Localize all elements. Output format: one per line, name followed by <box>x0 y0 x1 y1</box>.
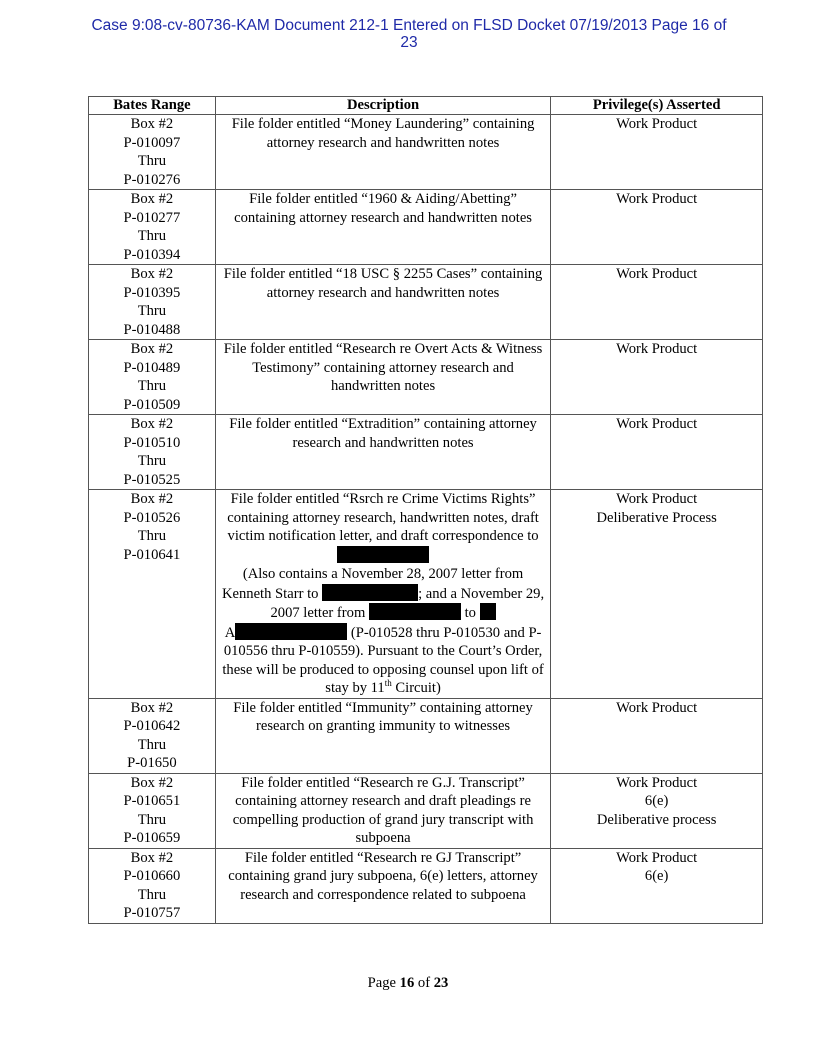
table-row <box>89 115 763 190</box>
description-intro: File folder entitled “Rsrch re Crime Victims Rights” containing attorney research, handwritten notes, draft victim notification letter, and draft correspondence to <box>227 491 539 544</box>
description-cell: File folder entitled “18 USC § 2255 Cases” containing attorney research and handwritten notes <box>215 265 550 340</box>
docket-entry: Entered on FLSD Docket 07/19/2013 <box>393 17 648 34</box>
bates-range-cell <box>89 265 216 340</box>
court-filing-header <box>56 17 762 51</box>
description-cell: File folder entitled “Research re GJ Transcript” containing grand jury subpoena, 6(e) letters, attorney research and correspondence related to subpoena <box>215 848 550 923</box>
bates-line: P-010394 <box>123 246 181 263</box>
bates-line: Thru <box>137 811 167 828</box>
bates-line: Box #2 <box>130 491 174 507</box>
bates-line: P-010642 <box>123 718 181 734</box>
description-cell: File folder entitled “Extradition” containing attorney research and handwritten notes <box>215 415 550 490</box>
privilege-cell <box>551 848 763 923</box>
table-row <box>89 340 763 415</box>
bates-line: Box #2 <box>130 699 174 716</box>
bates-line: P-010651 <box>123 793 181 809</box>
bates-line: Box #2 <box>130 416 174 432</box>
bates-line: Thru <box>137 378 167 394</box>
footer-page-label: Page <box>367 975 397 991</box>
header-page-total: 23 <box>400 34 418 51</box>
privilege-log-table <box>88 96 763 924</box>
table-row <box>89 265 763 340</box>
description-cell: File folder entitled “Research re Overt Acts & Witness Testimony” containing attorney research and handwritten notes <box>215 340 550 415</box>
bates-line: P-010277 <box>123 209 181 226</box>
table-row <box>89 415 763 490</box>
table-row <box>89 698 763 773</box>
document-number: Document 212-1 <box>274 17 389 34</box>
bates-line: Box #2 <box>130 774 174 791</box>
bates-line: Box #2 <box>130 116 174 132</box>
privilege-line: 6(e) <box>644 868 669 884</box>
bates-line: P-010660 <box>123 868 181 884</box>
table-row <box>89 190 763 265</box>
bates-range-cell <box>89 773 216 848</box>
bates-line: P-010097 <box>123 134 181 151</box>
privilege-line: Deliberative Process <box>596 509 717 526</box>
privilege-line: Deliberative process <box>596 811 717 828</box>
case-number: Case 9:08-cv-80736-KAM <box>91 17 270 34</box>
bates-line: Box #2 <box>130 191 174 207</box>
bates-line: Thru <box>137 736 167 753</box>
privilege-cell <box>551 773 763 848</box>
bates-range-cell <box>89 340 216 415</box>
bates-line: Thru <box>137 453 167 469</box>
bates-line: P-010488 <box>123 321 181 338</box>
privilege-line: Work Product <box>616 774 698 791</box>
bates-range-cell <box>89 698 216 773</box>
privilege-line: Work Product <box>616 191 698 207</box>
footer-current-page: 16 <box>399 975 415 991</box>
description-circuit: Circuit) <box>395 680 441 696</box>
redaction-bar <box>322 584 418 601</box>
bates-line: P-010510 <box>123 434 181 451</box>
bates-line: P-010489 <box>123 359 181 376</box>
bates-line: P-010509 <box>123 396 181 413</box>
page-footer <box>0 975 816 992</box>
bates-line: P-010641 <box>123 546 181 563</box>
bates-range-cell <box>89 415 216 490</box>
table-row <box>89 848 763 923</box>
bates-range-cell <box>89 115 216 190</box>
redaction-bar <box>337 546 429 563</box>
bates-line: Box #2 <box>130 849 174 866</box>
redaction-bar <box>369 603 461 620</box>
bates-line: Box #2 <box>130 266 174 282</box>
privilege-cell <box>551 698 763 773</box>
privilege-cell <box>551 265 763 340</box>
description-cell: File folder entitled “Research re G.J. Transcript” containing attorney research and draft pleadings re compelling production of grand jury transcript with subpoena <box>215 773 550 848</box>
bates-line: P-010659 <box>123 830 181 846</box>
privilege-cell <box>551 115 763 190</box>
description-cell <box>215 490 550 699</box>
privilege-cell <box>551 340 763 415</box>
description-cell: File folder entitled “Immunity” containing attorney research on granting immunity to witnesses <box>215 698 550 773</box>
column-header-bates: Bates Range <box>89 97 216 115</box>
redaction-bar <box>480 603 496 620</box>
description-cell: File folder entitled “Money Laundering” containing attorney research and handwritten notes <box>215 115 550 190</box>
bates-line: P-010757 <box>123 905 181 921</box>
description-fragment-a: A <box>224 624 236 641</box>
description-range-note: (P-010528 thru P-010530 and P-010556 thru P-010559). <box>223 624 542 659</box>
bates-line: P-010526 <box>123 509 181 526</box>
table-row <box>89 490 763 699</box>
column-header-privileges: Privilege(s) Asserted <box>551 97 763 115</box>
bates-line: P-010395 <box>123 284 181 301</box>
bates-line: P-010276 <box>123 171 181 188</box>
privilege-line: Work Product <box>616 266 698 282</box>
privilege-line: Work Product <box>616 116 698 132</box>
bates-line: Thru <box>137 886 167 903</box>
privilege-cell <box>551 415 763 490</box>
description-also-mid: ; and a November 29, 2007 letter from <box>270 585 545 621</box>
bates-line: P-010525 <box>123 471 181 488</box>
privilege-line: Work Product <box>616 341 698 357</box>
header-page-prefix: Page 16 of <box>651 17 727 34</box>
bates-range-cell <box>89 848 216 923</box>
footer-total-pages: 23 <box>433 975 449 991</box>
privilege-cell <box>551 490 763 699</box>
privilege-line: Work Product <box>616 416 698 432</box>
bates-range-cell <box>89 190 216 265</box>
description-also-to: to <box>464 605 476 621</box>
privilege-line: Work Product <box>616 491 698 507</box>
bates-line: Thru <box>137 153 167 169</box>
footer-of-label: of <box>417 975 431 991</box>
bates-range-cell <box>89 490 216 699</box>
description-cell: File folder entitled “1960 & Aiding/Abetting” containing attorney research and handwritten notes <box>215 190 550 265</box>
privilege-line: Work Product <box>616 699 698 716</box>
column-header-description: Description <box>215 97 550 115</box>
bates-line: Thru <box>137 228 167 244</box>
bates-line: Box #2 <box>130 341 174 357</box>
bates-line: Thru <box>137 303 167 319</box>
redaction-bar <box>235 623 347 640</box>
bates-line: P-01650 <box>127 755 177 771</box>
privilege-line: 6(e) <box>644 793 669 809</box>
table-header-row <box>89 97 763 115</box>
description-also-open: (Also contains a November 28, 2007 letter from Kenneth Starr to <box>221 566 524 602</box>
privilege-cell <box>551 190 763 265</box>
bates-line: Thru <box>137 528 167 544</box>
privilege-line: Work Product <box>616 849 698 866</box>
table-row <box>89 773 763 848</box>
ordinal-suffix: th <box>384 678 392 688</box>
description-order-note: Pursuant to the Court’s Order, these will be produced to opposing counsel upon lift of stay by 11 <box>222 643 544 696</box>
